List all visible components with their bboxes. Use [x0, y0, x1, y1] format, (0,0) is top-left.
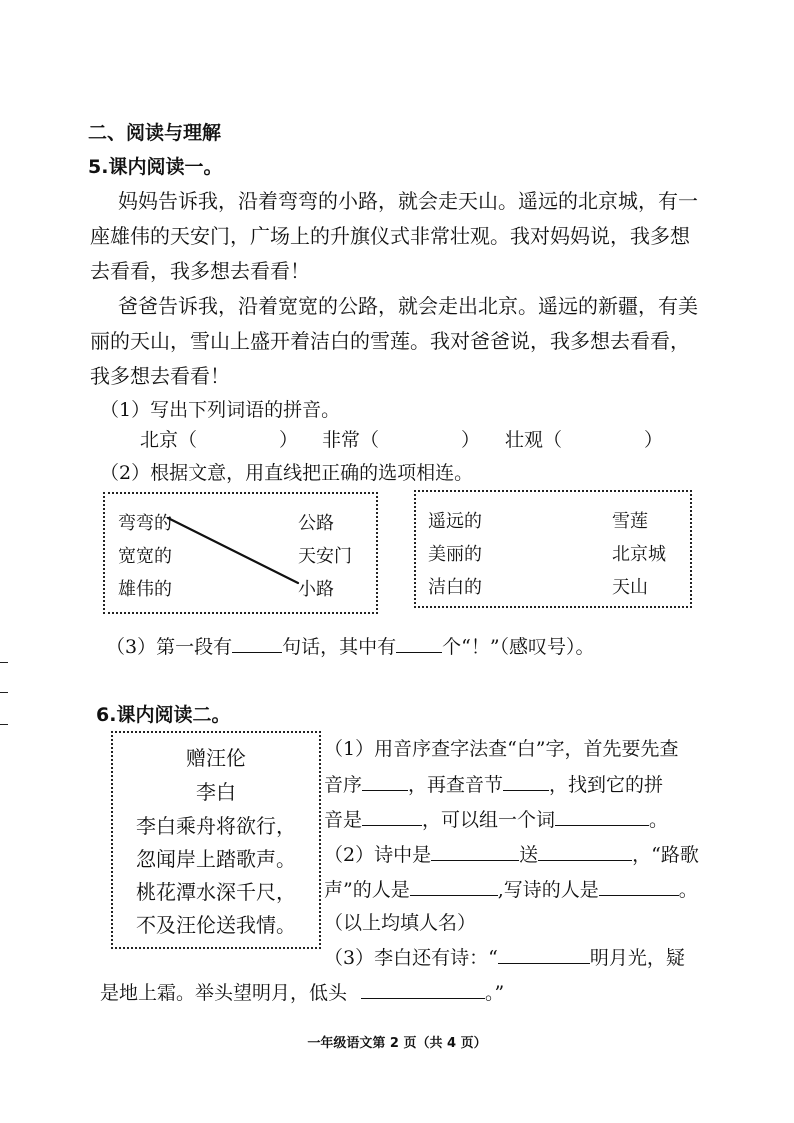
q6-text: ，再查音节	[408, 774, 504, 796]
q5-sub2-label: （2）根据文意，用直线把正确的选项相连。	[100, 462, 474, 484]
answer-blank[interactable]	[555, 807, 649, 826]
answer-blank[interactable]	[498, 945, 590, 964]
q6-text: （3）李白还有诗：“	[324, 947, 498, 969]
word-label: 非常（	[322, 429, 380, 451]
match-right-item[interactable]: 天安门	[298, 546, 352, 567]
q6-text: ，“路歌	[632, 844, 699, 866]
match-right-item[interactable]: 雪莲	[612, 511, 648, 532]
answer-blank[interactable]	[410, 877, 498, 896]
q6-sub1-line: （1）用音序查字法查“白”字，首先要先查	[324, 738, 679, 760]
page-footer: 一年级语文第 2 页（共 4 页）	[307, 1036, 487, 1051]
answer-blank[interactable]	[503, 772, 549, 791]
q6-sub3-line	[100, 978, 504, 1005]
answer-blank[interactable]	[232, 634, 282, 653]
answer-blank[interactable]	[362, 772, 408, 791]
q6-text: 。”	[485, 982, 505, 1004]
passage-line: 爸爸告诉我，沿着宽宽的公路，就会走出北京。遥远的新疆，有美	[118, 294, 698, 318]
match-left-item[interactable]: 洁白的	[428, 577, 482, 598]
q6-text: 。	[678, 879, 698, 901]
poem-author: 李白	[196, 780, 236, 804]
match-left-item[interactable]: 雄伟的	[118, 579, 172, 600]
q6-text: 音序	[324, 774, 363, 796]
match-right-item[interactable]: 公路	[298, 513, 334, 534]
match-left-item[interactable]: 弯弯的	[118, 513, 172, 534]
section-title: 二、阅读与理解	[88, 122, 222, 144]
q5-sub3-text: 个“！”（感叹号）。	[442, 636, 595, 658]
q6-sub2-line	[324, 875, 698, 902]
q6-text: 送	[519, 844, 539, 866]
passage-line: 我多想去看看！	[90, 364, 230, 388]
poem-line: 忽闻岸上踏歌声。	[136, 847, 296, 871]
match-left-item[interactable]: 美丽的	[428, 544, 482, 565]
match-left-item[interactable]: 宽宽的	[118, 546, 172, 567]
poem-line: 不及汪伦送我情。	[136, 913, 296, 937]
q5-sub3	[106, 632, 595, 659]
answer-blank[interactable]	[431, 842, 519, 861]
word-label: 北京（	[140, 429, 198, 451]
answer-blank[interactable]	[361, 980, 485, 999]
q6-text: （2）诗中是	[324, 844, 432, 866]
answer-blank[interactable]	[362, 807, 422, 826]
poem-line: 桃花潭水深千尺，	[136, 880, 296, 904]
passage-line: 妈妈告诉我，沿着弯弯的小路，就会走天山。遥远的北京城，有一	[118, 189, 698, 213]
q6-text: 音是	[324, 809, 363, 831]
answer-blank[interactable]	[396, 634, 442, 653]
paren-close: ）	[279, 429, 299, 451]
paren-close: ）	[461, 429, 481, 451]
q5-title: 5.课内阅读一。	[88, 156, 223, 178]
match-right-item[interactable]: 北京城	[612, 544, 666, 565]
q6-text: 明月光，疑	[589, 947, 685, 969]
q5-sub3-text: 句话，其中有	[282, 636, 397, 658]
q6-sub1-line	[324, 770, 663, 797]
match-right-item[interactable]: 小路	[298, 579, 334, 600]
match-right-item[interactable]: 天山	[612, 577, 648, 598]
q6-sub2-line	[324, 840, 699, 867]
paren-close: ）	[644, 429, 664, 451]
passage-line: 去看看，我多想去看看！	[90, 259, 310, 283]
passage-line: 座雄伟的天安门，广场上的升旗仪式非常壮观。我对妈妈说，我多想	[90, 224, 690, 248]
q5-sub1-label: （1）写出下列词语的拼音。	[100, 399, 341, 421]
poem-title: 赠汪伦	[186, 746, 246, 770]
q6-sub1-line	[324, 805, 668, 832]
answer-blank[interactable]	[538, 842, 632, 861]
q5-sub3-text: （3）第一段有	[106, 636, 233, 658]
q6-text: 。	[649, 809, 669, 831]
q6-sub3-line	[324, 943, 685, 970]
answer-blank[interactable]	[599, 877, 679, 896]
poem-line: 李白乘舟将欲行，	[136, 814, 296, 838]
word-label: 壮观（	[505, 429, 563, 451]
q6-title: 6.课内阅读二。	[96, 704, 231, 726]
q6-text: ，可以组一个词	[422, 809, 556, 831]
q6-sub2-note: （以上均填人名）	[324, 912, 477, 934]
q6-text: 是地上霜。举头望明月，低头	[100, 982, 348, 1004]
match-left-item[interactable]: 遥远的	[428, 511, 482, 532]
q6-text: ，找到它的拼	[549, 774, 664, 796]
passage-line: 丽的天山，雪山上盛开着洁白的雪莲。我对爸爸说，我多想去看看，	[90, 329, 690, 353]
q6-text: ,写诗的人是	[497, 879, 599, 901]
q6-text: 声”的人是	[324, 879, 410, 901]
